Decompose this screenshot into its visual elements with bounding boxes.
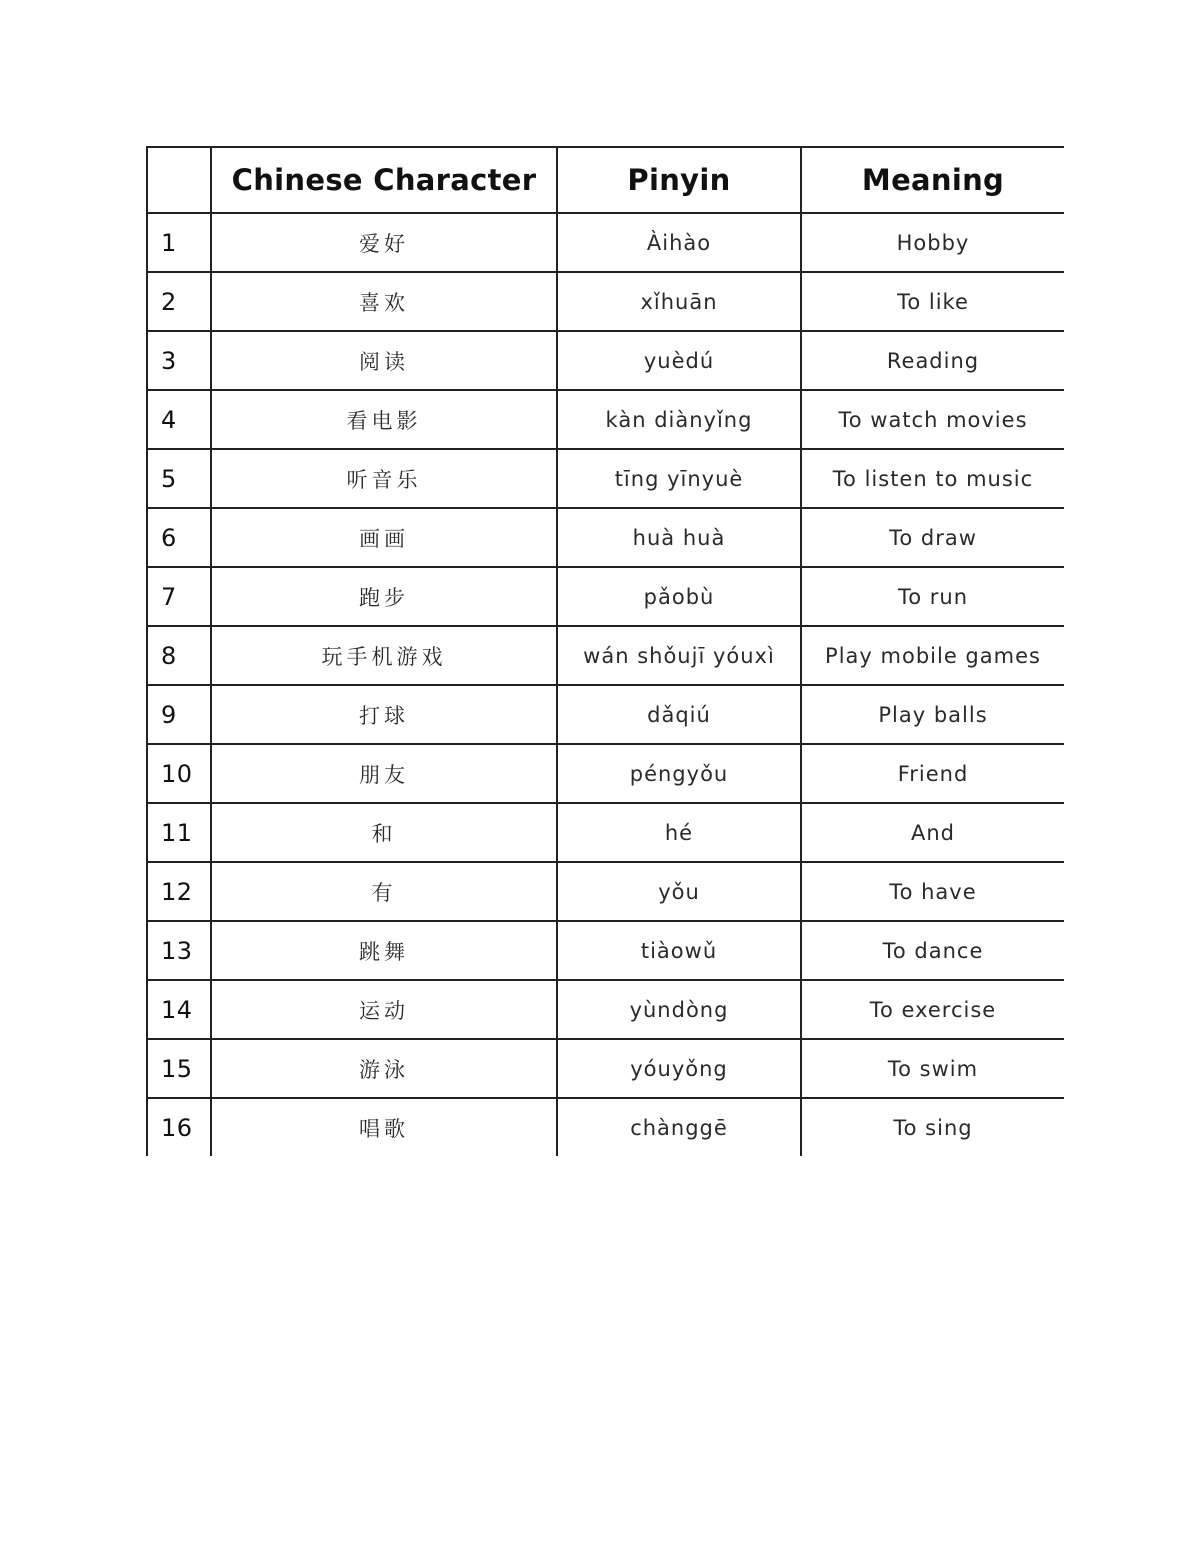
chinese-character-cell: 和 xyxy=(211,803,557,862)
chinese-character-cell: 有 xyxy=(211,862,557,921)
meaning-cell: To exercise xyxy=(801,980,1064,1039)
row-number: 3 xyxy=(147,331,211,390)
pinyin-cell: yǒu xyxy=(557,862,801,921)
table-row xyxy=(147,1098,1064,1156)
table-row xyxy=(147,390,1064,449)
pinyin-cell: Àihào xyxy=(557,213,801,272)
vocabulary-table xyxy=(146,146,1064,1156)
meaning-cell: To like xyxy=(801,272,1064,331)
chinese-character-cell: 阅读 xyxy=(211,331,557,390)
meaning-cell: To swim xyxy=(801,1039,1064,1098)
pinyin-cell: tīng yīnyuè xyxy=(557,449,801,508)
meaning-cell: To draw xyxy=(801,508,1064,567)
row-number: 5 xyxy=(147,449,211,508)
pinyin-cell: wán shǒujī yóuxì xyxy=(557,626,801,685)
header-row xyxy=(147,147,1064,213)
chinese-character-cell: 看电影 xyxy=(211,390,557,449)
pinyin-cell: péngyǒu xyxy=(557,744,801,803)
table-row xyxy=(147,1039,1064,1098)
meaning-cell: To run xyxy=(801,567,1064,626)
table-row xyxy=(147,213,1064,272)
table-row xyxy=(147,921,1064,980)
row-number: 15 xyxy=(147,1039,211,1098)
table-row xyxy=(147,331,1064,390)
row-number: 6 xyxy=(147,508,211,567)
table-row xyxy=(147,626,1064,685)
vocabulary-rows xyxy=(147,213,1064,1156)
row-number: 4 xyxy=(147,390,211,449)
chinese-character-cell: 唱歌 xyxy=(211,1098,557,1156)
table-row xyxy=(147,567,1064,626)
table-row xyxy=(147,803,1064,862)
pinyin-cell: yóuyǒng xyxy=(557,1039,801,1098)
meaning-cell: And xyxy=(801,803,1064,862)
row-number: 9 xyxy=(147,685,211,744)
table-row xyxy=(147,272,1064,331)
chinese-character-cell: 游泳 xyxy=(211,1039,557,1098)
chinese-character-cell: 爱好 xyxy=(211,213,557,272)
pinyin-cell: kàn diànyǐng xyxy=(557,390,801,449)
row-number: 11 xyxy=(147,803,211,862)
pinyin-cell: dǎqiú xyxy=(557,685,801,744)
row-number: 2 xyxy=(147,272,211,331)
header-meaning: Meaning xyxy=(801,147,1064,213)
pinyin-cell: yuèdú xyxy=(557,331,801,390)
table-row xyxy=(147,980,1064,1039)
row-number: 12 xyxy=(147,862,211,921)
row-number: 13 xyxy=(147,921,211,980)
pinyin-cell: yùndòng xyxy=(557,980,801,1039)
table-row xyxy=(147,862,1064,921)
chinese-character-cell: 跑步 xyxy=(211,567,557,626)
meaning-cell: Reading xyxy=(801,331,1064,390)
meaning-cell: To listen to music xyxy=(801,449,1064,508)
meaning-cell: Friend xyxy=(801,744,1064,803)
meaning-cell: To dance xyxy=(801,921,1064,980)
row-number: 14 xyxy=(147,980,211,1039)
meaning-cell: To have xyxy=(801,862,1064,921)
table-row xyxy=(147,508,1064,567)
meaning-cell: Hobby xyxy=(801,213,1064,272)
row-number: 10 xyxy=(147,744,211,803)
table-row xyxy=(147,685,1064,744)
chinese-character-cell: 画画 xyxy=(211,508,557,567)
meaning-cell: To watch movies xyxy=(801,390,1064,449)
row-number: 8 xyxy=(147,626,211,685)
pinyin-cell: tiàowǔ xyxy=(557,921,801,980)
row-number: 16 xyxy=(147,1098,211,1156)
meaning-cell: Play mobile games xyxy=(801,626,1064,685)
table-row xyxy=(147,449,1064,508)
chinese-character-cell: 运动 xyxy=(211,980,557,1039)
chinese-character-cell: 喜欢 xyxy=(211,272,557,331)
pinyin-cell: xǐhuān xyxy=(557,272,801,331)
chinese-character-cell: 听音乐 xyxy=(211,449,557,508)
chinese-character-cell: 玩手机游戏 xyxy=(211,626,557,685)
chinese-character-cell: 朋友 xyxy=(211,744,557,803)
header-number xyxy=(147,147,211,213)
table-row xyxy=(147,744,1064,803)
pinyin-cell: pǎobù xyxy=(557,567,801,626)
pinyin-cell: chànggē xyxy=(557,1098,801,1156)
header-chinese-character: Chinese Character xyxy=(211,147,557,213)
pinyin-cell: hé xyxy=(557,803,801,862)
row-number: 7 xyxy=(147,567,211,626)
row-number: 1 xyxy=(147,213,211,272)
chinese-character-cell: 跳舞 xyxy=(211,921,557,980)
header-pinyin: Pinyin xyxy=(557,147,801,213)
meaning-cell: Play balls xyxy=(801,685,1064,744)
meaning-cell: To sing xyxy=(801,1098,1064,1156)
pinyin-cell: huà huà xyxy=(557,508,801,567)
chinese-character-cell: 打球 xyxy=(211,685,557,744)
